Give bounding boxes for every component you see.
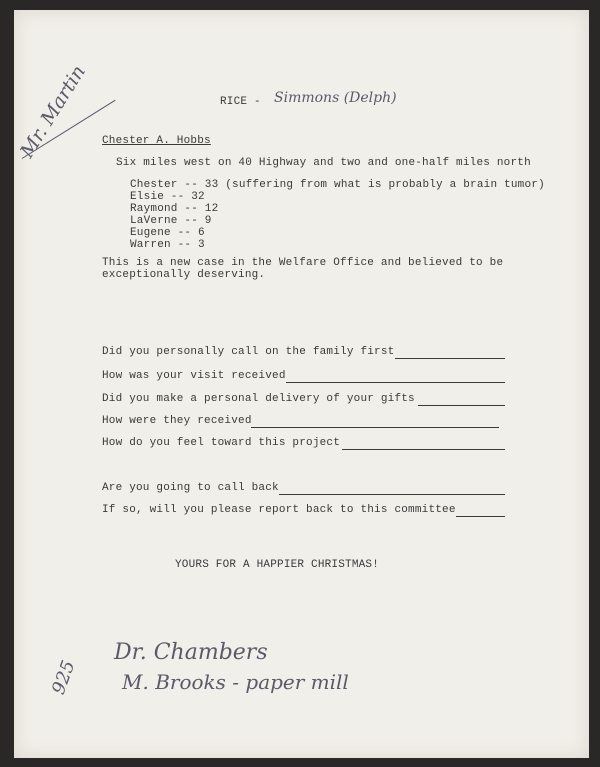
family-name: Chester A. Hobbs	[102, 135, 211, 147]
handwritten-note-line: Dr. Chambers	[114, 640, 268, 665]
case-note-line: exceptionally deserving.	[102, 269, 266, 281]
answer-line[interactable]	[286, 382, 505, 383]
margin-note-handwritten: Mr. Martin	[16, 61, 90, 162]
question-how-received: How were they received	[102, 415, 252, 427]
handwritten-number: 925	[48, 657, 80, 698]
handwritten-note-line: M. Brooks - paper mill	[122, 670, 349, 694]
answer-line[interactable]	[342, 449, 505, 450]
question-call-back: Are you going to call back	[102, 482, 279, 494]
answer-line[interactable]	[279, 494, 505, 495]
question-feel-project: How do you feel toward this project	[102, 437, 341, 449]
answer-line[interactable]	[251, 427, 499, 428]
closing-line: YOURS FOR A HAPPIER CHRISTMAS!	[175, 559, 380, 571]
question-report-back: If so, will you please report back to this committee	[102, 504, 456, 516]
family-member: Chester -- 33 (suffering from what is probably a brain tumor)	[130, 179, 545, 191]
question-personal-delivery: Did you make a personal delivery of your gifts	[102, 393, 415, 405]
answer-line[interactable]	[418, 405, 505, 406]
question-visit-received: How was your visit received	[102, 370, 286, 382]
family-member: Elsie -- 32	[130, 191, 205, 203]
document-sheet	[14, 10, 589, 758]
answer-line[interactable]	[456, 516, 505, 517]
family-member: Eugene -- 6	[130, 227, 205, 239]
answer-line[interactable]	[395, 358, 505, 359]
directions: Six miles west on 40 Highway and two and one-half miles north	[116, 157, 531, 169]
case-note-line: This is a new case in the Welfare Office and believed to be	[102, 257, 504, 269]
family-member: Raymond -- 12	[130, 203, 219, 215]
header-typed: RICE -	[220, 96, 261, 108]
family-member: LaVerne -- 9	[130, 215, 212, 227]
header-handwritten: Simmons (Delph)	[274, 90, 397, 106]
question-call-first: Did you personally call on the family first	[102, 346, 395, 358]
family-member: Warren -- 3	[130, 239, 205, 251]
